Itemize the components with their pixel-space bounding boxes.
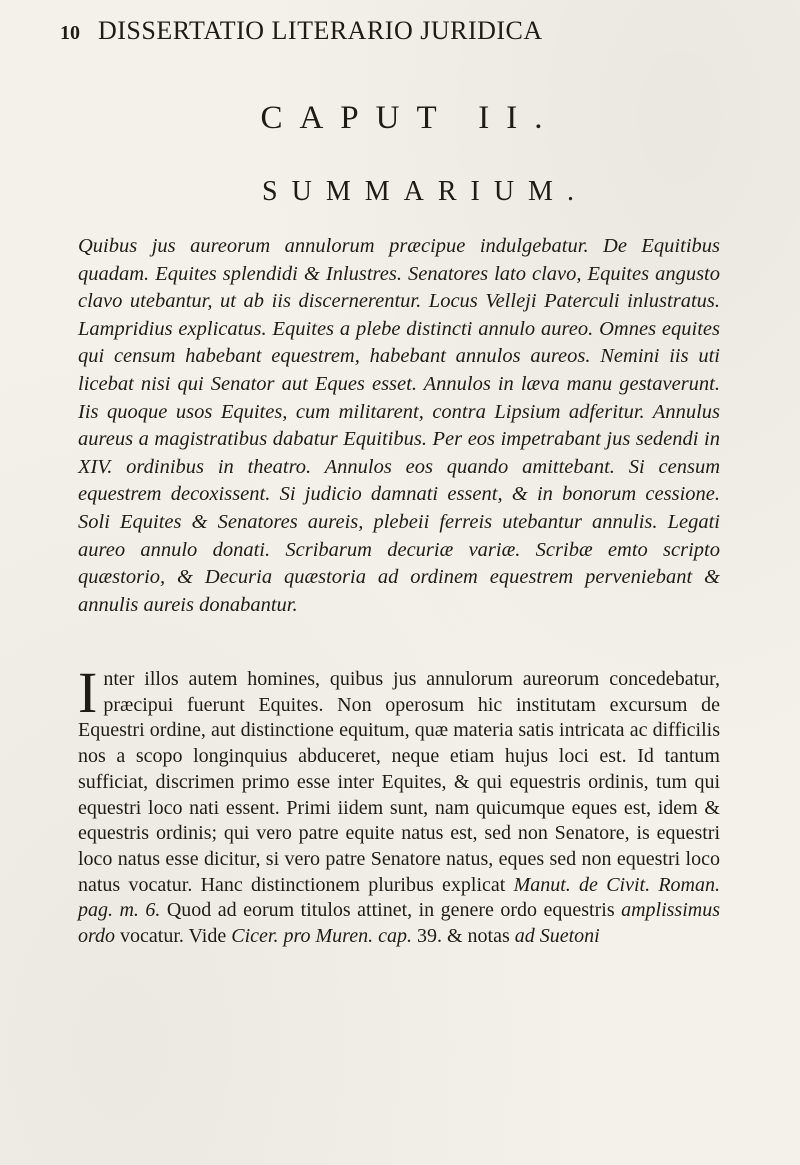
- body-text-part1: nter illos autem homines, quibus jus annulorum aureorum concedebatur, præcipui fuerunt Equites. Non operosum hic institutam excursum de Equestri ordine, aut distinctione equitum, quæ materia satis intricata ac difficilis nos a scopo longinquius abduceret, neque etiam hujus loci est. Id tantum sufficiat, discrimen primo esse inter Equites, & qui equestris ordinis, tum qui equestri loco nati essent. Primi iidem sunt, nam quicumque eques est, idem & equestris ordinis; qui vero patre equite natus est, sed non Senatore, is equestri loco natus esse dicitur, si vero patre Senatore natus, eques sed non equestri loco natus vocatur. Hanc distinctionem pluribus explicat: [78, 668, 720, 896]
- running-title: DISSERTATIO LITERARIO JURIDICA: [98, 16, 543, 45]
- summary-heading: SUMMARIUM.: [262, 176, 588, 207]
- chapter-title: CAPUT II.: [260, 100, 560, 136]
- body-text-part3: vocatur. Vide: [115, 925, 232, 948]
- reference-amplissimus: amplissimus ordo: [78, 899, 720, 948]
- page-number: 10: [60, 22, 80, 44]
- reference-suetonius: ad Suetoni: [514, 925, 600, 948]
- summary-paragraph: Quibus jus aureorum annulorum præcipue indulgebatur. De Equitibus quadam. Equites splendidi & Inlustres. Senatores lato clavo, Equites angusto clavo utebantur, ut ab iis discernerentur. Locus Velleji Paterculi inlustratus. Lampridius explicatus. Equites a plebe distincti annulo aureo. Omnes equites qui censum habebant equestrem, habebant annulos aureos. Nemini iis uti licebat nisi qui Senator aut Eques esset. Annulos in læva manu gestaverunt. Iis quoque usos Equites, cum militarent, contra Lipsium adferitur. Annulus aureus a magistratibus dabatur Equitibus. Per eos impetrabant jus sedendi in XIV. ordinibus in theatro. Annulos eos quando amittebant. Si censum equestrem decoxissent. Si judicio damnati essent, & in bonorum cessione. Soli Equites & Senatores aureis, plebeii ferreis utebantur annulis. Legati aureo annulo donati. Scribarum decuriæ variæ. Scribæ emto scripto quæstorio, & Decuria quæstoria ad ordinem equestrem perveniebant & annulis aureis donabantur.: [78, 235, 720, 616]
- reference-cicero: Cicer. pro Muren. cap.: [231, 925, 412, 948]
- drop-cap: I: [78, 660, 98, 725]
- running-head: [60, 14, 760, 54]
- body-text-part2: Quod ad eorum titulos attinet, in genere ordo equestris: [160, 899, 622, 922]
- body-text-part4: 39. & notas: [411, 925, 515, 948]
- reference-manutius: Manut. de Civit. Roman. pag. m. 6.: [78, 873, 721, 922]
- body-paragraph: [78, 660, 721, 950]
